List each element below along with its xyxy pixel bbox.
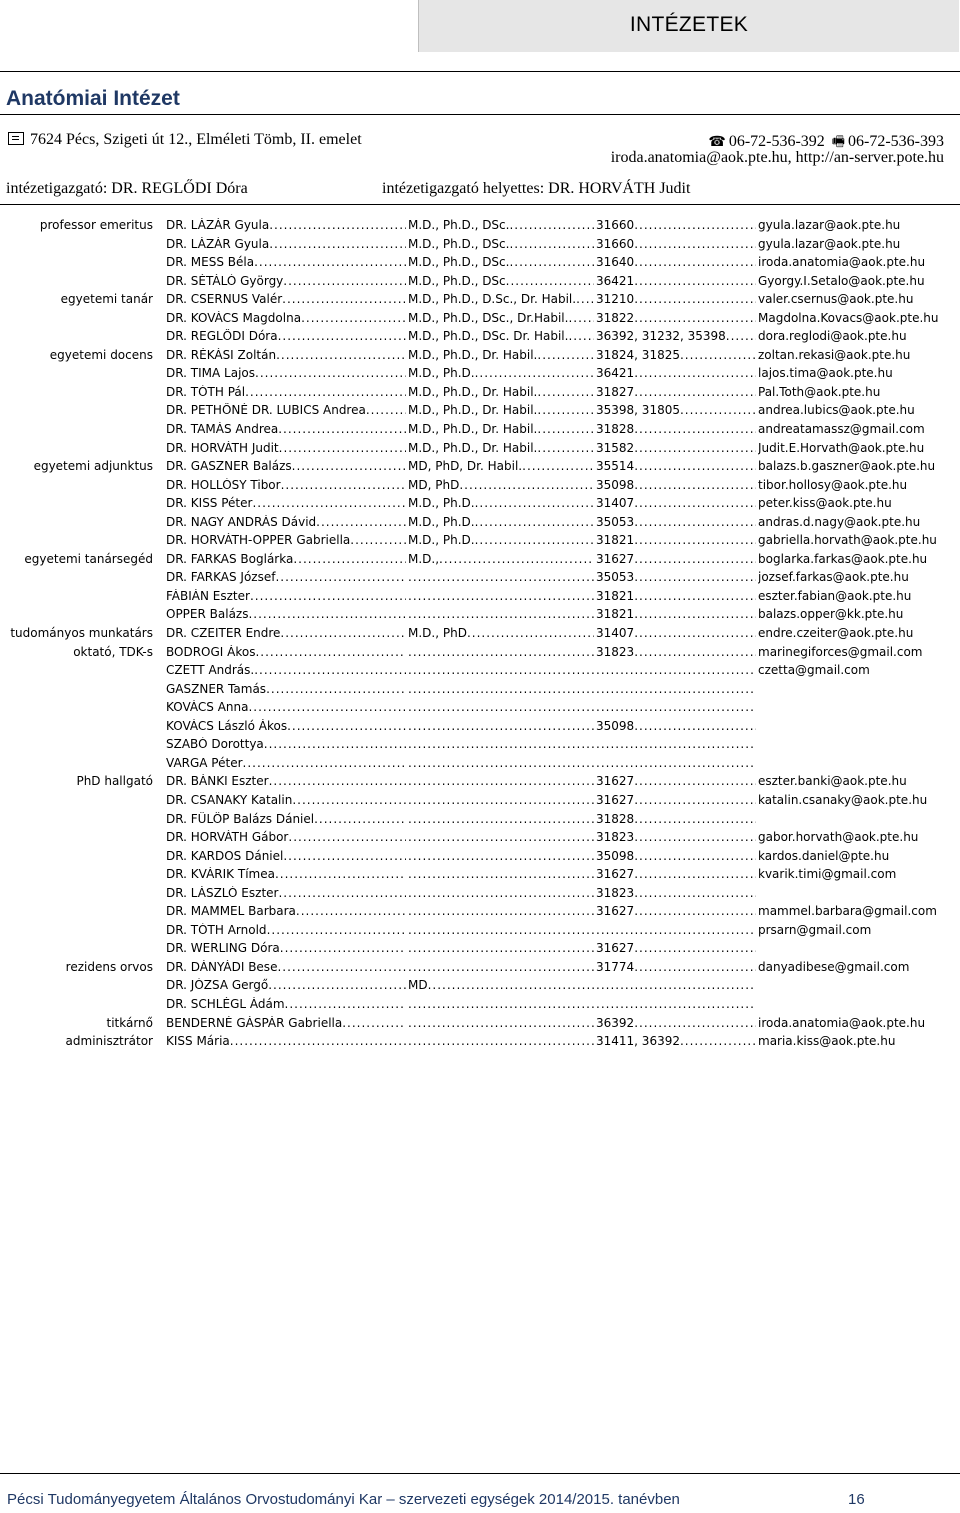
staff-name: DR. TÓTH Pál ..... (166, 385, 406, 399)
staff-phone: 35053 ..... (596, 515, 756, 529)
staff-role: tudományos munkatárs (10, 626, 153, 641)
staff-degree (408, 570, 594, 584)
staff-degree: M.D., Ph.D., DSc. ..... (408, 255, 594, 269)
staff-row (0, 327, 960, 346)
staff-name: BODROGI Ákos ..... (166, 645, 406, 659)
staff-row (0, 401, 960, 420)
staff-phone: 31627 ..... (596, 904, 756, 918)
staff-row (0, 253, 960, 272)
staff-row (0, 680, 960, 699)
staff-row (0, 717, 960, 736)
staff-name: DR. CSANAKY Katalin ..... (166, 793, 406, 807)
staff-name: DR. CSERNUS Valér ..... (166, 292, 406, 306)
staff-phone: 35398, 31805 ..... (596, 403, 756, 417)
staff-row (0, 290, 960, 309)
staff-degree: M.D., Ph.D., Dr. Habil. ..... (408, 403, 594, 417)
staff-degree (408, 830, 594, 844)
staff-name: BENDERNÉ GÁSPÁR Gabriella ..... (166, 1016, 406, 1030)
page-number: 16 (848, 1491, 865, 1508)
staff-row (0, 810, 960, 829)
staff-phone: 31660 ..... (596, 218, 756, 232)
staff-email[interactable]: prsarn@gmail.com (758, 922, 872, 937)
staff-email[interactable]: gabor.horvath@aok.pte.hu (758, 830, 919, 845)
staff-email[interactable]: balazs.b.gaszner@aok.pte.hu (758, 459, 936, 474)
staff-name: DR. WERLING Dóra ..... (166, 941, 406, 955)
institute-name: Anatómiai Intézet (6, 87, 180, 110)
envelope-icon (8, 132, 24, 145)
staff-row (0, 568, 960, 587)
staff-email[interactable]: gyula.lazar@aok.pte.hu (758, 236, 901, 251)
staff-email[interactable]: dora.reglodi@aok.pte.hu (758, 329, 907, 344)
staff-email[interactable]: maria.kiss@aok.pte.hu (758, 1034, 896, 1049)
staff-name: DR. FARKAS József ..... (166, 570, 406, 584)
staff-degree (408, 867, 594, 881)
staff-row (0, 958, 960, 977)
staff-name: DR. CZEITER Endre ..... (166, 626, 406, 640)
staff-phone (596, 700, 756, 714)
staff-role: oktató, TDK-s (73, 644, 153, 659)
staff-degree (408, 663, 594, 677)
staff-name: FÁBIÁN Eszter ..... (166, 589, 406, 603)
staff-phone: 31407 ..... (596, 496, 756, 510)
staff-degree (408, 1016, 594, 1030)
staff-degree (408, 997, 594, 1011)
staff-row (0, 383, 960, 402)
staff-name: DR. MESS Béla ..... (166, 255, 406, 269)
staff-role: egyetemi docens (49, 347, 153, 362)
fax-icon: 🖷 (831, 135, 846, 150)
staff-row (0, 1032, 960, 1051)
staff-row (0, 643, 960, 662)
staff-role: rezidens orvos (65, 959, 153, 974)
staff-email[interactable]: andrea.lubics@aok.pte.hu (758, 403, 915, 418)
staff-row (0, 439, 960, 458)
staff-phone: 31828 ..... (596, 422, 756, 436)
staff-name: DR. KARDOS Dániel ..... (166, 849, 406, 863)
staff-name: DR. TIMA Lajos ..... (166, 366, 406, 380)
staff-row (0, 772, 960, 791)
staff-email[interactable]: balazs.opper@kk.pte.hu (758, 607, 904, 622)
staff-phone: 31821 ..... (596, 589, 756, 603)
staff-phone: 31627 ..... (596, 793, 756, 807)
staff-email[interactable]: andreatamassz@gmail.com (758, 422, 925, 437)
staff-name: OPPER Balázs ..... (166, 607, 406, 621)
staff-degree (408, 904, 594, 918)
staff-name: DR. REGLŐDI Dóra ..... (166, 329, 406, 343)
staff-degree: M.D., Ph.D. ..... (408, 515, 594, 529)
staff-row (0, 939, 960, 958)
staff-row (0, 865, 960, 884)
staff-phone: 31210 ..... (596, 292, 756, 306)
staff-row (0, 550, 960, 569)
staff-phone: 31821 ..... (596, 533, 756, 547)
staff-degree: M.D., Ph.D., Dr. Habil. ..... (408, 385, 594, 399)
staff-degree: MD, PhD, Dr. Habil. ..... (408, 459, 594, 473)
staff-name: DR. LÁSZLÓ Eszter ..... (166, 886, 406, 900)
staff-row (0, 828, 960, 847)
staff-row (0, 587, 960, 606)
staff-row (0, 364, 960, 383)
staff-name: KOVÁCS László Ákos ..... (166, 719, 406, 733)
section-header (418, 0, 959, 52)
staff-name: DR. FARKAS Boglárka ..... (166, 552, 406, 566)
staff-degree: M.D., Ph.D. ..... (408, 366, 594, 380)
staff-phone: 31827 ..... (596, 385, 756, 399)
staff-name: DR. HORVÁTH Judit ..... (166, 441, 406, 455)
staff-phone: 31774 ..... (596, 960, 756, 974)
staff-phone: 36392, 31232, 35398 ..... (596, 329, 756, 343)
staff-role: egyetemi tanársegéd (24, 551, 153, 566)
staff-email[interactable]: Judit.E.Horvath@aok.pte.hu (758, 440, 925, 455)
staff-email[interactable]: katalin.csanaky@aok.pte.hu (758, 792, 928, 807)
staff-degree: M.D., Ph.D., DSc. Dr. Habil. ..... (408, 329, 594, 343)
staff-row (0, 624, 960, 643)
staff-phone (596, 737, 756, 751)
staff-name: DR. RÉKÁSI Zoltán ..... (166, 348, 406, 362)
staff-phone (596, 756, 756, 770)
staff-phone: 31407 ..... (596, 626, 756, 640)
staff-email[interactable]: peter.kiss@aok.pte.hu (758, 496, 892, 511)
staff-phone (596, 682, 756, 696)
staff-degree: M.D., Ph.D., DSc. ..... (408, 218, 594, 232)
staff-degree: M.D., PhD ..... (408, 626, 594, 640)
staff-name: DR. PETHŐNÉ DR. LUBICS Andrea ..... (166, 403, 406, 417)
staff-row (0, 346, 960, 365)
staff-phone (596, 663, 756, 677)
staff-phone: 31627 ..... (596, 552, 756, 566)
staff-degree (408, 682, 594, 696)
staff-degree (408, 719, 594, 733)
staff-name: DR. BÁNKI Eszter ..... (166, 774, 406, 788)
staff-degree: M.D., Ph.D., DSc. ..... (408, 237, 594, 251)
fax-number: 06-72-536-393 (848, 133, 944, 150)
staff-email[interactable]: gabriella.horvath@aok.pte.hu (758, 533, 937, 548)
staff-name: KOVÁCS Anna ..... (166, 700, 406, 714)
staff-phone (596, 978, 756, 992)
staff-role: titkárnő (106, 1015, 153, 1030)
staff-name: DR. HORVÁTH Gábor ..... (166, 830, 406, 844)
staff-phone (596, 997, 756, 1011)
staff-role: egyetemi adjunktus (33, 459, 153, 474)
staff-email[interactable]: boglarka.farkas@aok.pte.hu (758, 551, 928, 566)
staff-row (0, 309, 960, 328)
staff-row (0, 735, 960, 754)
staff-row (0, 884, 960, 903)
staff-phone: 36392 ..... (596, 1016, 756, 1030)
staff-phone: 31823 ..... (596, 645, 756, 659)
staff-phone: 35098 ..... (596, 849, 756, 863)
staff-email[interactable]: mammel.barbara@gmail.com (758, 904, 937, 919)
staff-row (0, 754, 960, 773)
staff-email[interactable]: eszter.banki@aok.pte.hu (758, 774, 907, 789)
staff-email[interactable]: czetta@gmail.com (758, 663, 870, 678)
staff-name: GASZNER Tamás ..... (166, 682, 406, 696)
telephone-icon: ☎ (708, 135, 726, 150)
staff-degree (408, 1034, 594, 1048)
staff-phone: 31660 ..... (596, 237, 756, 251)
staff-degree (408, 700, 594, 714)
staff-phone: 31627 ..... (596, 774, 756, 788)
staff-phone: 31823 ..... (596, 886, 756, 900)
staff-degree (408, 941, 594, 955)
staff-email[interactable]: kvarik.timi@gmail.com (758, 867, 897, 882)
staff-phone: 31411, 36392 ..... (596, 1034, 756, 1048)
staff-phone: 31627 ..... (596, 867, 756, 881)
staff-degree: M.D., Ph.D. ..... (408, 496, 594, 510)
staff-name: SZABÓ Dorottya ..... (166, 737, 406, 751)
staff-degree (408, 886, 594, 900)
staff-phone: 31821 ..... (596, 607, 756, 621)
staff-degree: M.D., Ph.D. ..... (408, 533, 594, 547)
staff-phone: 31824, 31825 ..... (596, 348, 756, 362)
staff-role: adminisztrátor (65, 1034, 153, 1049)
staff-phone: 35098 ..... (596, 719, 756, 733)
staff-email[interactable]: Gyorgy.I.Setalo@aok.pte.hu (758, 273, 925, 288)
staff-name: DR. KOVÁCS Magdolna ..... (166, 311, 406, 325)
staff-name: DR. TÓTH Arnold ..... (166, 923, 406, 937)
staff-row (0, 513, 960, 532)
staff-row (0, 661, 960, 680)
staff-row (0, 698, 960, 717)
staff-name: DR. SCHLÉGL Ádám ..... (166, 997, 406, 1011)
staff-name: KISS Mária ..... (166, 1034, 406, 1048)
staff-phone: 31822 ..... (596, 311, 756, 325)
staff-phone: 35053 ..... (596, 570, 756, 584)
address-text: 7624 Pécs, Szigeti út 12., Elméleti Tömb, II. emelet (30, 131, 362, 148)
staff-phone (596, 923, 756, 937)
staff-phone: 36421 ..... (596, 274, 756, 288)
staff-email[interactable]: zoltan.rekasi@aok.pte.hu (758, 347, 911, 362)
staff-email[interactable]: danyadibese@gmail.com (758, 959, 910, 974)
staff-name: DR. GASZNER Balázs ..... (166, 459, 406, 473)
staff-email[interactable]: lajos.tima@aok.pte.hu (758, 366, 893, 381)
staff-phone: 35514 ..... (596, 459, 756, 473)
staff-phone: 31640 ..... (596, 255, 756, 269)
staff-name: VARGA Péter ..... (166, 756, 406, 770)
divider-above-staff (0, 204, 960, 205)
staff-email[interactable]: tibor.hollosy@aok.pte.hu (758, 477, 908, 492)
staff-row (0, 976, 960, 995)
staff-row (0, 272, 960, 291)
staff-name: CZETT András. ..... (166, 663, 406, 677)
staff-degree: M.D., Ph.D., DSc ..... (408, 274, 594, 288)
staff-phone: 35098 ..... (596, 478, 756, 492)
phone-number: 06-72-536-392 (728, 133, 825, 150)
staff-phone: 36421 ..... (596, 366, 756, 380)
staff-email[interactable]: Magdolna.Kovacs@aok.pte.hu (758, 310, 939, 325)
staff-name: DR. LÁZÁR Gyula ..... (166, 218, 406, 232)
staff-degree: M.D., Ph.D., Dr. Habil. ..... (408, 348, 594, 362)
staff-name: DR. TAMÁS Andrea ..... (166, 422, 406, 436)
footer-divider (0, 1473, 960, 1474)
staff-degree: M.D., Ph.D., D.Sc., Dr. Habil. ..... (408, 292, 594, 306)
staff-degree: MD ..... (408, 978, 594, 992)
staff-row (0, 420, 960, 439)
staff-name: DR. DÁNYÁDI Bese ..... (166, 960, 406, 974)
staff-degree (408, 793, 594, 807)
staff-email[interactable]: Pal.Toth@aok.pte.hu (758, 384, 881, 399)
staff-degree (408, 849, 594, 863)
staff-email[interactable]: eszter.fabian@aok.pte.hu (758, 588, 912, 603)
staff-row (0, 791, 960, 810)
staff-name: DR. HORVÁTH-OPPER Gabriella ..... (166, 533, 406, 547)
staff-degree (408, 960, 594, 974)
staff-row (0, 995, 960, 1014)
staff-email[interactable]: valer.csernus@aok.pte.hu (758, 292, 914, 307)
staff-name: DR. KVÁRIK Tímea ..... (166, 867, 406, 881)
staff-row (0, 476, 960, 495)
staff-row (0, 921, 960, 940)
staff-email[interactable]: iroda.anatomia@aok.pte.hu (758, 1015, 926, 1030)
staff-degree (408, 737, 594, 751)
divider-under-name (0, 114, 960, 115)
staff-row (0, 235, 960, 254)
institute-address (8, 131, 362, 149)
staff-degree (408, 645, 594, 659)
staff-degree: M.D., Ph.D., DSc., Dr.Habil. ..... (408, 311, 594, 325)
staff-degree (408, 607, 594, 621)
staff-row (0, 457, 960, 476)
institute-deputy-director: intézetigazgató helyettes: DR. HORVÁTH Judit (382, 180, 691, 197)
staff-degree (408, 923, 594, 937)
staff-degree: M.D., Ph.D., Dr. Habil. ..... (408, 422, 594, 436)
staff-row (0, 605, 960, 624)
staff-email[interactable]: andras.d.nagy@aok.pte.hu (758, 514, 921, 529)
staff-email[interactable]: endre.czeiter@aok.pte.hu (758, 626, 914, 641)
staff-email[interactable]: iroda.anatomia@aok.pte.hu (758, 255, 926, 270)
staff-role: PhD hallgató (76, 774, 153, 789)
staff-phone: 31823 ..... (596, 830, 756, 844)
staff-role: professor emeritus (39, 218, 153, 232)
staff-name: DR. LÁZÁR Gyula ..... (166, 237, 406, 251)
staff-degree: M.D., Ph.D., Dr. Habil. ..... (408, 441, 594, 455)
section-title: INTÉZETEK (629, 13, 749, 36)
staff-phone: 31627 ..... (596, 941, 756, 955)
staff-row (0, 902, 960, 921)
staff-name: DR. HOLLÓSY Tibor ..... (166, 478, 406, 492)
staff-row (0, 847, 960, 866)
staff-email[interactable]: marinegiforces@gmail.com (758, 644, 923, 659)
staff-list (0, 216, 960, 1051)
staff-degree (408, 774, 594, 788)
staff-degree (408, 812, 594, 826)
institute-web[interactable]: iroda.anatomia@aok.pte.hu, http://an-server.pote.hu (610, 149, 944, 166)
staff-email[interactable]: kardos.daniel@pte.hu (758, 848, 890, 863)
staff-name: DR. SÉTÁLÓ György ..... (166, 274, 406, 288)
staff-degree: MD, PhD ..... (408, 478, 594, 492)
staff-phone: 31828 ..... (596, 812, 756, 826)
staff-email[interactable]: jozsef.farkas@aok.pte.hu (758, 570, 909, 585)
staff-row (0, 531, 960, 550)
staff-phone: 31582 ..... (596, 441, 756, 455)
staff-name: DR. FÜLÖP Balázs Dániel ..... (166, 812, 406, 826)
staff-name: DR. KISS Péter ..... (166, 496, 406, 510)
staff-row (0, 216, 960, 235)
staff-row (0, 1014, 960, 1033)
staff-degree (408, 589, 594, 603)
staff-email[interactable]: gyula.lazar@aok.pte.hu (758, 218, 901, 232)
footer-text: Pécsi Tudományegyetem Általános Orvostudományi Kar – szervezeti egységek 2014/2015. tanévben (7, 1491, 680, 1508)
divider-top (0, 71, 960, 72)
institute-director: intézetigazgató: DR. REGLŐDI Dóra (6, 180, 248, 197)
staff-name: DR. MAMMEL Barbara ..... (166, 904, 406, 918)
staff-degree: M.D., ..... (408, 552, 594, 566)
staff-degree (408, 756, 594, 770)
staff-name: DR. JÓZSA Gergő ..... (166, 978, 406, 992)
staff-row (0, 494, 960, 513)
staff-role: egyetemi tanár (60, 292, 153, 307)
staff-name: DR. NAGY ANDRÁS Dávid ..... (166, 515, 406, 529)
